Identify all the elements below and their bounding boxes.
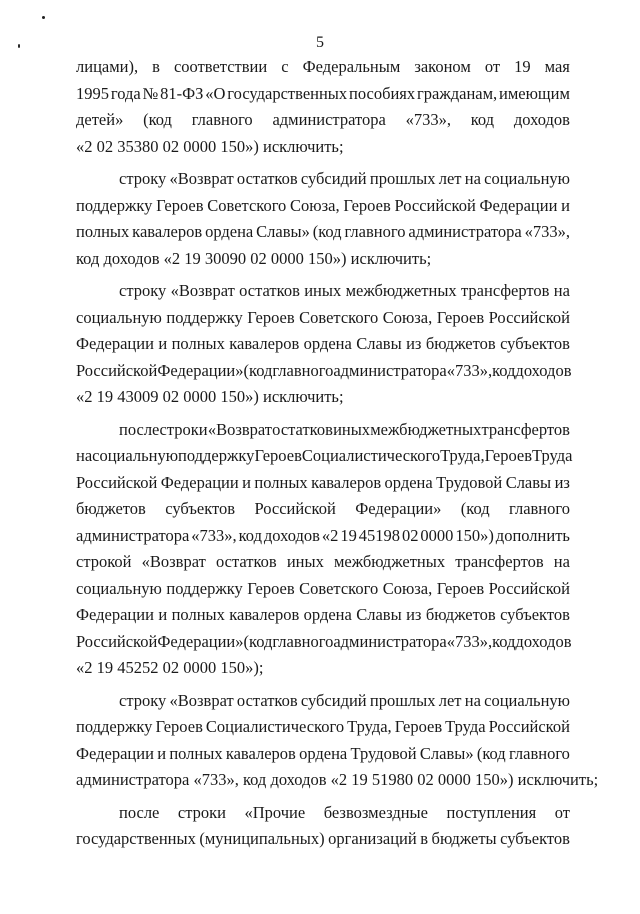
text-line <box>76 496 570 523</box>
word: главного <box>191 110 253 129</box>
text-line <box>76 826 570 853</box>
word: государственных <box>227 83 348 103</box>
word: бюджетов <box>76 499 146 518</box>
word: 81-ФЗ <box>160 83 204 103</box>
word: Героев <box>343 195 391 215</box>
word: лет <box>438 690 462 710</box>
text-line <box>76 714 570 741</box>
word: строку <box>119 169 167 188</box>
word: иных <box>286 552 324 571</box>
word: на <box>464 690 481 710</box>
word: 150») <box>455 525 494 545</box>
word: 19 <box>340 525 357 545</box>
word: остатков <box>272 419 333 439</box>
word: строку <box>119 281 167 300</box>
word: доходов <box>515 360 572 380</box>
word: Труда <box>445 717 486 736</box>
text-line <box>76 470 570 497</box>
word: социальную <box>92 446 179 465</box>
word: «Прочие <box>244 802 306 822</box>
text-line <box>76 549 570 576</box>
word: Труда <box>532 446 573 465</box>
word: Союза, <box>382 307 433 327</box>
word: код <box>238 525 262 545</box>
word: Славы <box>356 605 402 624</box>
word: Героев <box>155 717 203 736</box>
word: (код <box>143 110 172 129</box>
word: бюджеты <box>431 829 497 848</box>
word: (код <box>476 743 506 763</box>
scan-artifact <box>18 44 20 48</box>
word: межбюджетных <box>345 281 457 300</box>
word: поддержку <box>76 717 153 736</box>
word: Советского <box>299 307 379 327</box>
word: трансфертов <box>461 281 550 300</box>
text-line <box>76 54 570 81</box>
word: «Возврат <box>169 169 234 188</box>
word: «733», <box>191 525 237 545</box>
text-line <box>76 576 570 603</box>
word: Героев <box>156 195 204 215</box>
word: главного <box>272 631 334 651</box>
word: Героев <box>247 307 295 327</box>
word: Славы» <box>256 222 310 241</box>
word: с <box>281 57 289 76</box>
word: Федерации <box>479 195 558 215</box>
word: поддержку <box>166 578 243 598</box>
word: и <box>158 334 168 353</box>
word: Российской <box>76 631 158 651</box>
word: поддержку <box>166 307 243 327</box>
text-line <box>76 800 570 827</box>
word: Труда, <box>440 446 485 465</box>
word: из <box>406 334 422 353</box>
word: в <box>152 57 160 76</box>
word: доходов <box>263 525 320 545</box>
word: Советского <box>207 195 287 215</box>
word: строки <box>159 419 208 439</box>
word: ордена <box>303 334 352 353</box>
word: полных <box>171 605 225 624</box>
word: гражданам, <box>416 83 498 103</box>
word: (муниципальных) <box>199 829 325 848</box>
text-line <box>76 358 570 385</box>
text-line: «2 19 43009 02 0000 150») исключить; <box>76 387 344 406</box>
word: кавалеров <box>132 222 203 241</box>
word: «Возврат <box>169 690 234 710</box>
word: строку <box>119 690 167 710</box>
word: социальную <box>76 307 162 327</box>
word: администратора <box>408 222 522 241</box>
word: администратора <box>333 360 447 380</box>
word: Российской <box>76 472 158 492</box>
word: и <box>242 472 251 492</box>
text-line: код доходов «2 19 30090 02 0000 150») исключить; <box>76 248 432 268</box>
word: Советского <box>299 578 379 598</box>
word: прошлых <box>369 690 436 710</box>
word: Трудовой <box>436 472 503 492</box>
word: лет <box>438 169 462 188</box>
scan-artifact <box>42 16 45 19</box>
word: иных <box>304 281 342 300</box>
word: Федерации» <box>157 631 244 651</box>
word: из <box>554 472 570 492</box>
text-line <box>76 523 570 550</box>
word: субъектов <box>500 334 570 353</box>
word: Федеральным <box>302 57 401 76</box>
word: 19 <box>514 57 531 76</box>
word: Героев <box>254 446 302 465</box>
word: безвозмездные <box>323 802 428 822</box>
word: кавалеров <box>229 334 300 353</box>
word: 45198 <box>358 525 401 545</box>
word: прошлых <box>369 169 436 188</box>
word: администратора <box>272 110 386 129</box>
word: «2 <box>321 525 339 545</box>
word: субъектов <box>165 499 236 518</box>
word: ордена <box>384 472 433 492</box>
word: в <box>420 829 429 848</box>
text-line <box>76 219 570 246</box>
word: полных <box>76 222 130 241</box>
text-line <box>76 688 570 715</box>
word: Союза, <box>290 195 340 215</box>
word: остатков <box>236 169 298 188</box>
word: Федерации» <box>355 499 442 518</box>
word: соответствии <box>173 57 268 76</box>
page-number: 5 <box>316 34 324 51</box>
text-line <box>76 166 570 193</box>
word: субъектов <box>500 605 570 624</box>
word: полных <box>254 472 308 492</box>
word: кавалеров <box>225 743 296 763</box>
word: межбюджетных <box>333 552 446 571</box>
word: Российской <box>488 578 570 598</box>
word: организаций <box>328 829 417 848</box>
word: и <box>561 195 570 215</box>
word: Федерации <box>160 472 239 492</box>
word: код <box>492 360 516 380</box>
text-line <box>76 331 570 358</box>
word: от <box>554 802 570 822</box>
document-body <box>76 54 599 853</box>
word: кавалеров <box>311 472 382 492</box>
word: на <box>553 281 570 300</box>
word: 1995 <box>76 83 109 103</box>
word: Социалистического <box>205 717 345 736</box>
word: Федерации» <box>157 360 244 380</box>
text-line <box>76 193 570 220</box>
word: социальную <box>484 169 570 188</box>
word: дополнить <box>495 525 570 545</box>
word: Героев <box>436 307 485 327</box>
word: от <box>484 57 501 76</box>
word: социальную <box>484 690 570 710</box>
word: межбюджетных <box>370 419 482 439</box>
word: законом <box>414 57 471 76</box>
word: главного <box>508 743 570 763</box>
word: «733», <box>405 110 451 129</box>
word: иных <box>333 419 371 439</box>
word: трансфертов <box>455 552 544 571</box>
word: Федерации <box>76 743 154 763</box>
word: из <box>406 605 422 624</box>
word: Российской <box>76 360 158 380</box>
word: полных <box>169 743 223 763</box>
word: Славы <box>356 334 402 353</box>
word: Российской <box>394 195 476 215</box>
word: Героев <box>394 717 443 736</box>
text-line: «2 02 35380 02 0000 150») исключить; <box>76 136 344 156</box>
word: Труда, <box>347 717 392 736</box>
word: (код <box>243 631 273 651</box>
word: ордена <box>303 605 352 624</box>
word: 0000 <box>420 525 454 545</box>
word: строкой <box>76 552 132 571</box>
word: после <box>119 802 160 822</box>
word: (код <box>243 360 273 380</box>
word: код <box>492 631 516 651</box>
word: 02 <box>401 525 419 545</box>
word: доходов <box>515 631 572 651</box>
word: строки <box>177 802 226 822</box>
word: Союза, <box>382 578 433 598</box>
word: главного <box>509 499 570 518</box>
word: и <box>158 605 168 624</box>
word: Федерации <box>76 605 154 624</box>
word: на <box>553 552 570 571</box>
word: Героев <box>436 578 485 598</box>
word: «Возврат <box>141 552 206 571</box>
word: поддержку <box>178 446 255 465</box>
text-line: администратора «733», код доходов «2 19 51980 02 0000 150») исключить; <box>76 770 599 789</box>
word: субъектов <box>500 829 570 848</box>
word: поддержку <box>76 195 153 215</box>
word: главного <box>272 360 334 380</box>
word: социальную <box>76 578 162 598</box>
word: бюджетов <box>425 605 496 624</box>
word: государственных <box>76 829 196 848</box>
word: года <box>110 83 141 103</box>
word: Федерации <box>76 334 154 353</box>
text-line <box>76 417 570 444</box>
word: «Возврат <box>170 281 235 300</box>
word: «733», <box>446 631 493 651</box>
word: детей» <box>76 110 124 129</box>
word: ордена <box>205 222 254 241</box>
word: бюджетов <box>425 334 496 353</box>
word: администратора <box>76 525 190 545</box>
word: после <box>119 419 160 439</box>
word: доходов <box>513 110 570 129</box>
word: «733», <box>446 360 493 380</box>
word: лицами), <box>76 57 139 76</box>
word: «Возврат <box>207 419 272 439</box>
word: главного <box>344 222 406 241</box>
word: субсидий <box>300 690 367 710</box>
text-line <box>76 443 573 470</box>
word: (код <box>312 222 342 241</box>
word: мая <box>544 57 570 76</box>
text-line <box>76 629 570 656</box>
word: поступления <box>446 802 537 822</box>
word: субсидий <box>300 169 367 188</box>
word: Героев <box>484 446 533 465</box>
word: Российской <box>488 717 570 736</box>
text-line <box>76 602 570 629</box>
word: ордена <box>299 743 348 763</box>
word: администратора <box>333 631 447 651</box>
word: имеющим <box>499 83 570 103</box>
word: Славы <box>505 472 552 492</box>
word: Российской <box>254 499 336 518</box>
word: Славы» <box>419 743 474 763</box>
text-line: «2 19 45252 02 0000 150»); <box>76 658 264 677</box>
word: остатков <box>239 281 300 300</box>
word: Социалистического <box>301 446 441 465</box>
text-line <box>76 81 570 108</box>
word: на <box>464 169 481 188</box>
text-line <box>76 305 570 332</box>
word: на <box>76 446 93 465</box>
text-line <box>76 278 570 305</box>
text-line <box>76 741 570 768</box>
word: «733», <box>524 222 570 241</box>
word: трансфертов <box>481 419 570 439</box>
word: «О <box>205 83 226 103</box>
text-line <box>76 107 570 134</box>
word: код <box>470 110 495 129</box>
word: Российской <box>488 307 570 327</box>
word: полных <box>171 334 225 353</box>
word: и <box>157 743 167 763</box>
word: (код <box>460 499 490 518</box>
word: № <box>142 83 159 103</box>
word: остатков <box>236 690 298 710</box>
word: кавалеров <box>229 605 300 624</box>
word: пособиях <box>349 83 416 103</box>
word: остатков <box>215 552 277 571</box>
word: Героев <box>247 578 295 598</box>
word: Трудовой <box>350 743 417 763</box>
